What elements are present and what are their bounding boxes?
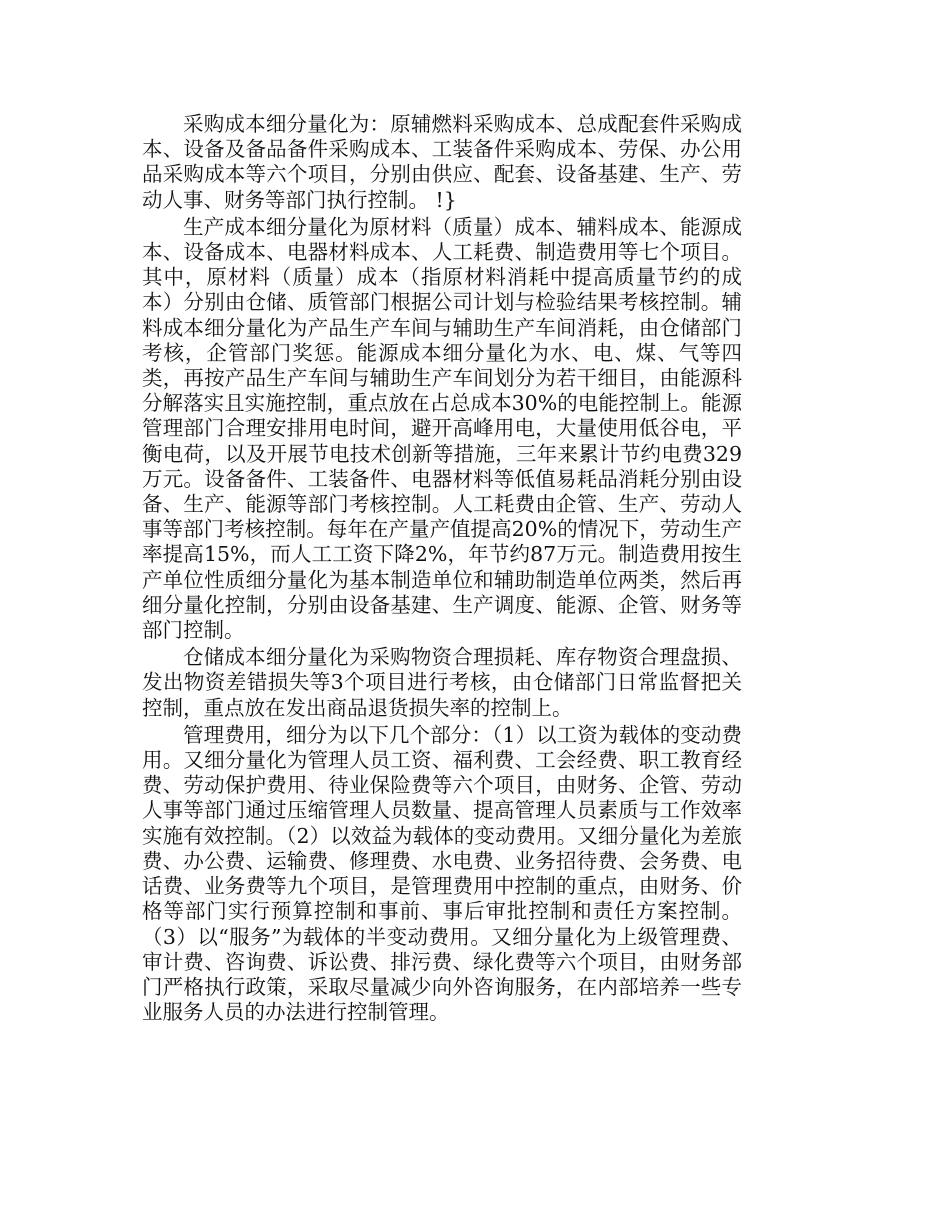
paragraph-production-cost: 生产成本细分量化为原材料（质量）成本、辅料成本、能源成本、设备成本、电器材料成本、人工耗费、制造费用等七个项目。其中，原材料（质量）成本（指原材料消耗中提高质量节约的成本）分别由仓储、质管部门根据公司计划与检验结果考核控制。辅料成本细分量化为产品生产车间与辅助生产车间消耗，由仓储部门考核，企管部门奖惩。能源成本细分量化为水、电、煤、气等四类，再按产品生产车间与辅助生产车间划分为若干细目，由能源科分解落实且实施控制，重点放在占总成本30%的电能控制上。能源管理部门合理安排用电时间，避开高峰用电，大量使用低谷电，平衡电荷，以及开展节电技术创新等措施，三年来累计节约电费329万元。设备备件、工装备件、电器材料等低值易耗品消耗分别由设备、生产、能源等部门考核控制。人工耗费由企管、生产、劳动人事等部门考核控制。每年在产量产值提高20%的情况下，劳动生产率提高15%，而人工工资下降2%，年节约87万元。制造费用按生产单位性质细分量化为基本制造单位和辅助制造单位两类，然后再细分量化控制，分别由设备基建、生产调度、能源、企管、财务等部门控制。 (142, 214, 742, 643)
paragraph-storage-cost: 仓储成本细分量化为采购物资合理损耗、库存物资合理盘损、发出物资差错损失等3个项目进行考核，由仓储部门日常监督把关控制，重点放在发出商品退货损失率的控制上。 (142, 645, 742, 720)
document-body (142, 112, 742, 1025)
paragraph-management-expense: 管理费用，细分为以下几个部分：（1）以工资为载体的变动费用。又细分量化为管理人员工资、福利费、工会经费、职工教育经费、劳动保护费用、待业保险费等六个项目，由财务、企管、劳动人事等部门通过压缩管理人员数量、提高管理人员素质与工作效率实施有效控制。（2）以效益为载体的变动费用。又细分量化为差旅费、办公费、运输费、修理费、水电费、业务招待费、会务费、电话费、业务费等九个项目，是管理费用中控制的重点，由财务、价格等部门实行预算控制和事前、事后审批控制和责任方案控制。（3）以“服务”为载体的半变动费用。又细分量化为上级管理费、审计费、咨询费、诉讼费、排污费、绿化费等六个项目，由财务部门严格执行政策，采取尽量减少向外咨询服务，在内部培养一些专业服务人员的办法进行控制管理。 (142, 722, 742, 1025)
paragraph-procurement-cost: 采购成本细分量化为：原辅燃料采购成本、总成配套件采购成本、设备及备品备件采购成本、工装备件采购成本、劳保、办公用品采购成本等六个项目，分别由供应、配套、设备基建、生产、劳动人事、财务等部门执行控制。 !} (142, 112, 742, 212)
